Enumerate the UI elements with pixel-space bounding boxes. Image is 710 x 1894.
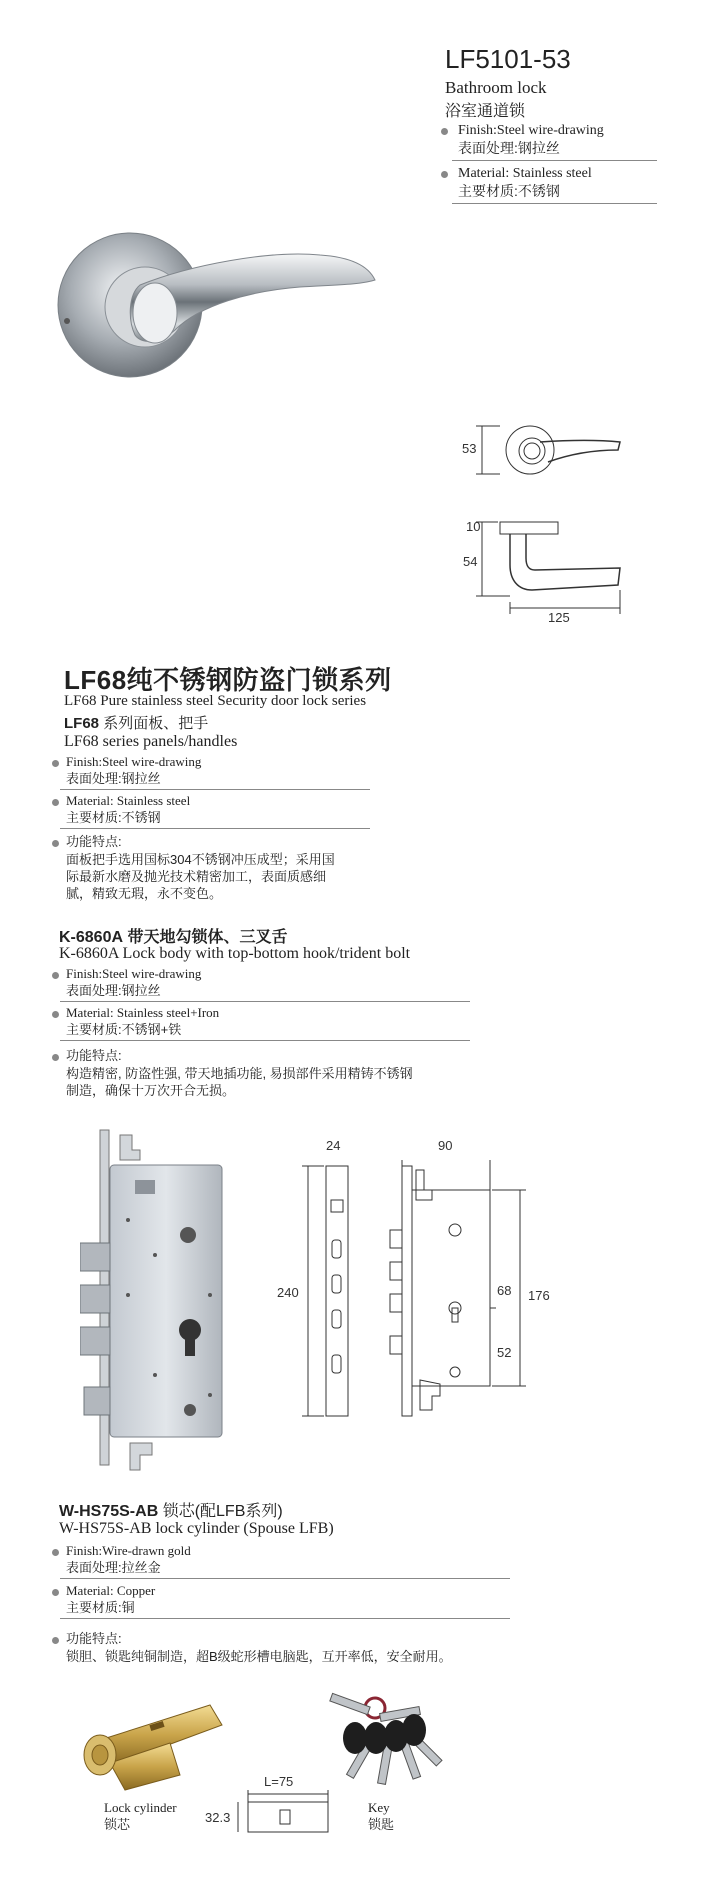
product1-name-cn: 浴室通道锁 — [445, 103, 526, 120]
bullet-icon — [52, 840, 59, 847]
series-material-cn: 主要材质:不锈钢 — [66, 810, 161, 825]
dim-10: 10 — [466, 519, 481, 534]
cylinder-feature-label: 功能特点: — [66, 1631, 122, 1646]
cylinder-feature-line: 锁胆、锁匙纯铜制造，超B级蛇形槽电脑匙，互开率低，安全耐用。 — [66, 1649, 452, 1664]
bullet-icon — [52, 1589, 59, 1596]
series-feature-label: 功能特点: — [66, 834, 122, 849]
dim-125: 125 — [548, 610, 570, 625]
lockbody-feature-label: 功能特点: — [66, 1048, 122, 1063]
cylinder-title-en: W-HS75S-AB lock cylinder (Spouse LFB) — [59, 1520, 334, 1537]
handle-side-drawing — [470, 510, 650, 620]
bullet-icon — [52, 760, 59, 767]
divider — [60, 1618, 510, 1619]
series-sub-code: LF68 — [64, 715, 100, 732]
dim-52: 52 — [497, 1345, 512, 1360]
series-sub-en: LF68 series panels/handles — [64, 733, 238, 750]
bullet-icon — [52, 972, 59, 979]
lock-front-drawing — [300, 1160, 360, 1425]
lockbody-code: K-6860A — [59, 929, 124, 946]
cylinder-finish-cn: 表面处理:拉丝金 — [66, 1560, 161, 1575]
lockbody-title — [59, 924, 288, 947]
dim-32-3: 32.3 — [205, 1810, 231, 1825]
lockbody-feature-line: 制造，确保十万次开合无损。 — [66, 1083, 236, 1098]
series-sub-cn: 系列面板、把手 — [103, 715, 209, 732]
bullet-icon — [52, 1549, 59, 1556]
divider — [452, 160, 657, 161]
divider — [60, 1001, 470, 1002]
product1-finish-cn: 表面处理:钢拉丝 — [458, 140, 560, 156]
lock-cylinder-image — [70, 1685, 230, 1805]
lockbody-title-en: K-6860A Lock body with top-bottom hook/trident bolt — [59, 945, 411, 962]
cylinder-material-en: Material: Copper — [66, 1583, 156, 1598]
lock-side-drawing — [380, 1160, 540, 1425]
product1-name-en: Bathroom lock — [445, 78, 547, 97]
dim-68: 68 — [497, 1283, 512, 1298]
key-label-en: Key — [368, 1800, 390, 1815]
cylinder-label-en: Lock cylinder — [104, 1800, 177, 1815]
cylinder-title-cn: 锁芯(配LFB系列) — [162, 1503, 283, 1520]
divider — [60, 828, 370, 829]
lock-body-image — [80, 1125, 250, 1475]
divider — [60, 789, 370, 790]
dim-53: 53 — [462, 441, 477, 456]
series-feature-line: 面板把手选用国标304不锈钢冲压成型；采用国 — [66, 852, 335, 867]
divider — [60, 1578, 510, 1579]
product1-material-cn: 主要材质:不锈钢 — [458, 183, 560, 199]
lockbody-material-cn: 主要材质:不锈钢+铁 — [66, 1022, 182, 1037]
series-sub — [64, 712, 208, 733]
series-finish-en: Finish:Steel wire-drawing — [66, 754, 202, 769]
lockbody-feature-line: 构造精密, 防盗性强, 带天地插功能, 易损部件采用精铸不锈钢 — [66, 1066, 413, 1081]
cylinder-material-cn: 主要材质:铜 — [66, 1600, 135, 1615]
lockbody-finish-en: Finish:Steel wire-drawing — [66, 966, 202, 981]
bullet-icon — [52, 799, 59, 806]
dim-240: 240 — [277, 1285, 299, 1300]
series-title-cn: LF68纯不锈钢防盗门锁系列 — [64, 665, 392, 695]
dim-l75: L=75 — [264, 1774, 294, 1789]
bullet-icon — [52, 1011, 59, 1018]
bullet-icon — [441, 128, 448, 135]
dim-176: 176 — [528, 1288, 550, 1303]
cylinder-label-cn: 锁芯 — [104, 1817, 131, 1832]
bullet-icon — [441, 171, 448, 178]
dim-90: 90 — [438, 1138, 453, 1153]
lockbody-title-cn: 带天地勾锁体、三叉舌 — [127, 929, 288, 946]
series-title-en: LF68 Pure stainless steel Security door lock series — [64, 693, 367, 709]
lockbody-material-en: Material: Stainless steel+Iron — [66, 1005, 220, 1020]
cylinder-finish-en: Finish:Wire-drawn gold — [66, 1543, 191, 1558]
lockbody-finish-cn: 表面处理:钢拉丝 — [66, 983, 161, 998]
bullet-icon — [52, 1637, 59, 1644]
series-material-en: Material: Stainless steel — [66, 793, 191, 808]
series-feature-line: 际最新水磨及抛光技术精密加工，表面质感细 — [66, 869, 327, 884]
product1-model: LF5101-53 — [445, 44, 571, 74]
series-finish-cn: 表面处理:钢拉丝 — [66, 771, 161, 786]
key-label-cn: 锁匙 — [368, 1817, 395, 1832]
product1-material-en: Material: Stainless steel — [458, 166, 592, 181]
product1-finish-en: Finish:Steel wire-drawing — [458, 123, 604, 138]
keys-image — [310, 1680, 460, 1800]
cylinder-title — [59, 1498, 283, 1521]
dim-54: 54 — [463, 554, 478, 569]
series-feature-line: 腻，精致无瑕，永不变色。 — [66, 886, 223, 901]
divider — [452, 203, 657, 204]
lever-handle-image — [50, 225, 420, 385]
divider — [60, 1040, 470, 1041]
dim-24: 24 — [326, 1138, 341, 1153]
cylinder-code: W-HS75S-AB — [59, 1503, 159, 1520]
bullet-icon — [52, 1054, 59, 1061]
